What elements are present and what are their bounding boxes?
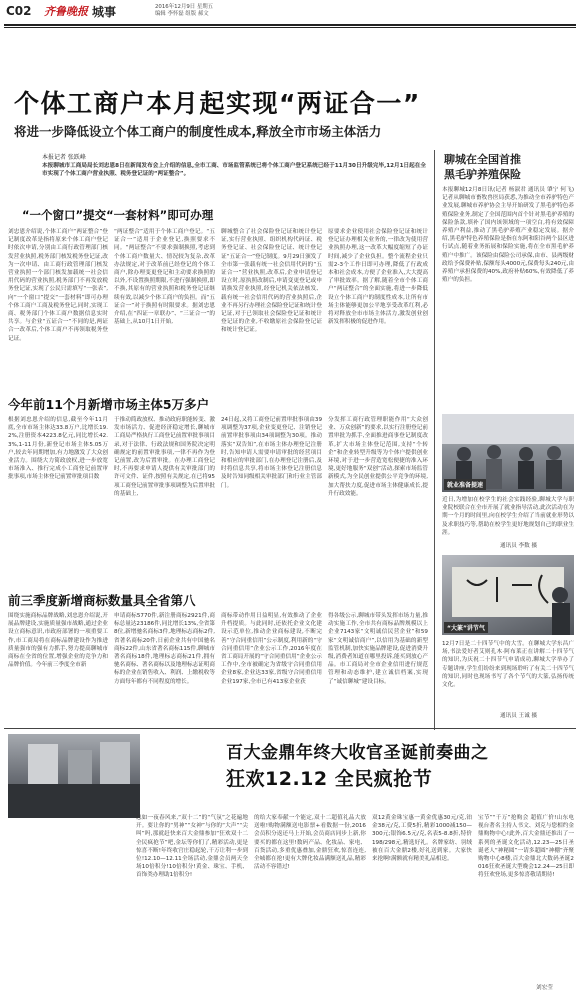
ad-signature: 刘宏莹 xyxy=(536,985,553,991)
section-heading-2: 今年前11个月新增市场主体5万多户 xyxy=(8,397,210,412)
ad-col-1: 忽如一夜春风来,“双十二”的“气氛”之花遍地开。要让你的“男神”“女神”与你的“大声”“尖叫”吗,那就赶快来百大金鼎参加“狂欢双十二 全民疯抢节”吧,金坛等你们了,精彩活动,更是惊喜不断!年终收官庄稳起轮,干万让利一步到位!12.10—12.11全场活动,金鼎会员两天全场10倍积分!10倍积分!黄金、珠宝、手机、首饰类办理助1倍积分! xyxy=(136,815,248,879)
section-heading-3: 前三季度新增商标数量具全省第八 xyxy=(8,593,196,608)
sec3-col-2: 申请商标5770件,新注册商标2921件,商标总量达23186件,同比增长13%,全省第8位,新增驰名商标3件,地理标志商标2件,省著名商标20件,日前企业共有中国驰名商标22件,山东省著名商标115件,聊城市著名商标18件,地理标志商标21件,拥有驰名商标、著名商标以及地理标志证明商标的企业在销售收入、利润、上缴税收等方面每年都有不同程度的增长。 xyxy=(114,613,215,685)
sec2-col-2: 于推动简政放权、推动政府职能转变、激发市场活力、促进经济稳定增长,聊城市工商局严格执行工商登记前置审批事项目录,对于法律、行政法规和国务院决定明确规定的前置审批事项,一律不再作为登记前置,改为后置审批。在办理工商登记时,不再要求申请人提供有关审批部门的许可文件、证件,按照有关规定,在已将95项工商登记前置审批事项调整为后置审批的基础上, xyxy=(114,417,215,497)
newspaper-logo: 齐鲁晚报 xyxy=(44,5,88,18)
ad-photo xyxy=(8,734,140,818)
issue-date: 2016年12月9日 星期五 xyxy=(155,4,214,10)
ad-title-line2: 狂欢12.12 全民疯抢节 xyxy=(226,768,433,790)
section-name: 城事 xyxy=(92,5,117,19)
sec2-col-1: 根据刘忠恩介绍的信息,截至今年11月底,全市市场主体达33.8万户,比增长19.2%,注册资本4223.8亿元,同比增长42.3%,1-11月份,新登记市场主体5.05万户,较去年同期增加,有力地激发了大众创业活力。围绕大力简政放权,进一步放宽市场准入、推行完成小工商登记前置审批事项,市场主体登记前置审批项目数 xyxy=(8,417,108,481)
sidebar-title xyxy=(444,152,521,182)
ad-photo-graphic xyxy=(8,734,140,818)
lead-subtitle: 将进一步降低设立个体工商户的制度性成本,释放全市市场主体活力 xyxy=(14,124,382,139)
sidebar-divider xyxy=(434,150,435,730)
ad-rule xyxy=(4,728,576,729)
lead-title: 个体工商户本月起实现“两证合一” xyxy=(14,89,421,118)
photo-students xyxy=(442,414,574,492)
lead-intro: 本报聊城市工商局局长刘忠恩8日在新闻发布会上介绍的信息,全市工商、市场监管系统已将个体工商户登记系统已经于11月30日升级完毕,12月1日起在全市实现了个体工商户营业执照、税务登记证的“两证整合”。 xyxy=(42,163,426,178)
photo-caption-text-2: 12月7日是二十四节气中的大雪。在聊城大学东昌广场,书法爱好者艾则孔木·阿布莱正在讲解二十四节气的知识,为庆祝二十四节气申请成功,聊城大学举办了专题讲座,学生们纷纷来到现场聆听了有关二十四节气的知识,同时也现场书写了各个节气的大篆,弘扬传统文化。 xyxy=(442,641,574,689)
header-meta xyxy=(155,4,213,18)
lead-col-4: 原要求企业使用社会保险登记证和统计登记证办理相关业务的,一律改为使用营业执照办理,这一改革大幅度缩短了办证时间,减少了企业负担。整个流程企业只需2-3个工作日即可办理,降低了行政成本和社会成本,方便了企业准入,大大提高了审批效率。据了解,随着全市个体工商户“两证整合”的全面实施,将进一步降低设立个体工商户的制度性成本,让所有市场主体能够更加公平地享受改革红利,必将对释放全市市场主体活力,激发创业创新发挥积极的促进作用。 xyxy=(328,229,428,326)
photo-credit-1: 通讯员 李数 摄 xyxy=(500,543,538,549)
ad-col-3: 双12黄金珠宝惠一黄金优惠30元/克,铂金38元/克,工费5折,精彩1000减150—300元;银饰6.5元/克,名表5-8.8折,特价198/298元,精选好礼。名牌家纺、羽绒被在百大金鼎2楼,好礼送到家。大家快来抢啊!满额就有精美礼品相送。 xyxy=(372,815,472,863)
photo-calligraphy xyxy=(442,555,574,635)
ad-col-2: 的给大家奉献一个能定,双十二超值礼品大放送啦!购物满额送电影票+看数据一份,2016会员积分返还马上开始,会员商店同步上新,你要买的都在这里!数码产品、化妆品、家电、百货活动,多重优惠叠加,金鼎狂欢,惊喜连连,全城都在抢!更有大牌化妆品满额送礼品,精彩活动不容错过! xyxy=(254,815,366,871)
sec2-col-4: 分发挥工商行政管理职能作用“大众创业、万众创新”的要求,以实行注册登记前置审批为抓手,全面推进商事登记制度改革,扩大市场主体登记范围,支持“个转企”和企业转型升级等为个体户提供创业环境,对于进一步营造宽松便捷的准入环境,更好地服务“双创”活动,探索市场监管新模式,为全民创业提供公平竞争的环境,加大帮扶力度,促进市场主体健康成长,提升行政效能。 xyxy=(328,417,428,497)
sidebar-body: 本报聊城12月8日讯(记者 杨淑君 通讯员 肇宁 何飞)记者从聊城市畜牧兽医局获悉,为推动全市养驴特色产业发展,聊城市养驴协会主导开始研发了黑毛驴特色养殖保险业务,制定了全国范围内首个针对黑毛驴养殖的保险条款,填补了国内该领域的一项空白,将有效保障养殖户利益,推动了黑毛驴养殖产业稳定发展。据介绍,黑毛驴特色养殖保险是指在东阿和阳谷两个县区进行试点,随着业务拓展和保险实施,将在全市黑毛驴养殖户中推广。该保险由保险公司承保,由市、县两级财政给予保费补贴,保额每头4000元,保费每头240元,由养殖户承担保费的40%,政府补贴60%,有效降低了养殖户的负担。 xyxy=(442,187,574,284)
header-rule-thin xyxy=(4,27,576,28)
editors: 编辑 李怀磊 组版 郝文 xyxy=(155,11,209,17)
byline: 本报记者 张跃峰 xyxy=(42,154,86,161)
sec2-col-3: 24日起,又将工商登记前置审批事项由39项调整为37项,企业变更登记、注销登记前置审批事项由34项调整为30项。推动落实“双告知”,在市场主体办理登记注册时,告知申请人需要申请审批的经营项目和相应的审批部门,在办理登记注册后,及时将信息共享,将市场主体登记注册信息及时告知同级相关审批部门和行业主管部门。 xyxy=(221,417,322,489)
photo-caption-1: 就业准备提速 xyxy=(444,479,486,490)
page-number: C02 xyxy=(6,4,32,18)
sec3-col-4: 得各级公示,聊城市带头发挥市场力量,推动实施工作,全市共有商标品牌规模以上企业7143家“文明诚信民营企业”和59家“文明诚信商户”,以信用为基础的新型监管机制,加快实施品牌建设,促进消费升级,消费者知道在哪里投诉,能买到放心产品。市工商局对全市企业信用进行规范管理和动态维护,建立诚信档案,实现了“诚信聊城”建设目标。 xyxy=(328,613,428,685)
sec3-col-1: 围绕实施商标品牌战略,刘忠恩介绍说,开展品牌建设,实施质量强市战略,通过企业设立商标意识,市政府部署的一项重要工作,市工商局将在商标品牌建设作为推进质量强市的强有力抓手,努力提高聊城市商标在全省的位置,增强企业的竞争力和品牌价值。今年前三季度全市新 xyxy=(8,613,108,669)
lead-col-2: “两证整合”适用于个体工商户登记。“五证合一”适用于企业登记,换照要求不同。“两证整合”不要求强制换照,考虑到个体工商户数量大、情况较为复杂,改革办法规定,对于改革前已经登记的个体工商户,除办理变更登记和主动要求换照的以外,不设置换照期限,不进行强制换照,即不换,其原有的营业执照和税务登记证继续有效,以减少个体工商户的负担。而“五证合一”对于换照有时限要求。据刘忠恩介绍,在“四证一章联办”、“三证合一”的基础上,从10月1日开始, xyxy=(114,229,215,326)
sec3-col-3: 商标带动作用日益明显,有效推动了企业升档提质。与此同时,还依托企业文化建设示范单位,推动企业商标建设,不断完善“守合同重信用”公示制度,利用新的“守合同重信用”企业公示工作,2016年度在省工商局开展的“守合同重信用”企业公示工作中,全市被确定为省级守合同重信用企业8家,企业达33家,省级守合同重信用企业197家,全市已有413家企业获 xyxy=(221,613,322,685)
header-rule xyxy=(4,24,576,26)
lead-col-1: 刘忠恩介绍说,个体工商户“两证整合”登记制度改革是指将原来个体工商户登记时依次申请,分别由工商行政管理部门核发营业执照,税务部门核发税务登记证,改为一次申请、由工商行政管理部门核发营业执照一个部门核发加载统一社会信用代码的营业执照,税务部门不再发放税务登记证,实现了公民只需填写“一张表”,向“一个窗口”提交“一套材料”即可办理个体工商户工商及税务登记,同时,实现工商、税务部门个体工商户数据信息实时共享。与企业“五证合一”不同的是,两证合一改革后,个体工商户不再领取税务登记证。 xyxy=(8,229,108,342)
ad-title-line1: 百大金鼎年终大收官圣诞前奏曲之 xyxy=(226,743,489,763)
photo-caption-2: “大篆”讲节气 xyxy=(444,622,488,633)
photo-credit-2: 通讯员 王诚 摄 xyxy=(500,713,538,719)
ad-col-4: 宝节”“千万”抢购会 超值广价!山东电视台著名主持人书文、刘克与您相约金鼎购物中心!此外,百大金鼎还推出了一系列的圣诞文化活动,12.23—25日圣诞老人“神秘圆”一请多超圆“神棚”齐聚购物中心8楼,百大金鼎北大数码圣诞2016狂欢圣诞大型晚会12.24—25日即将狂欢登场,更多惊喜敬请期待! xyxy=(478,815,574,879)
section-heading-1: “一个窗口”提交“一套材料”即可办理 xyxy=(22,208,214,222)
photo-caption-text-1: 近日,为增加在校学生的社会实践经验,聊城大学与职业院校联合在全市开展了就业指导活动,此次活动在为期一个月的时间里,向在校学生介绍了当前就业形势以及求职技巧等,帮助在校学生更好地规划自己的职业生涯。 xyxy=(442,497,574,536)
sidebar-title-line2: 黑毛驴养殖保险 xyxy=(444,168,521,181)
sidebar-title-line1: 聊城在全国首推 xyxy=(444,153,521,166)
lead-col-3: 聊城整合了社会保险登记证和统计登记证,实行营业执照、组织机构代码证、税务登记证、社会保险登记证、统计登记证“五证合一”登记制度。9月29日颁发了全市第一张载有统一社会信用代码的“五证合一”营业执照,改革后,企业申请登记设立时,原执照改制后,申请变更登记或申请换发营业执照,经登记机关依法核发、载有统一社会信用代码的营业执照后,企业不再另行办理社会保险登记证和统计登记证,对于已领取社会保险登记证和统计登记证的企业,不收缴原社会保险登记证和统计登记证。 xyxy=(221,229,322,334)
